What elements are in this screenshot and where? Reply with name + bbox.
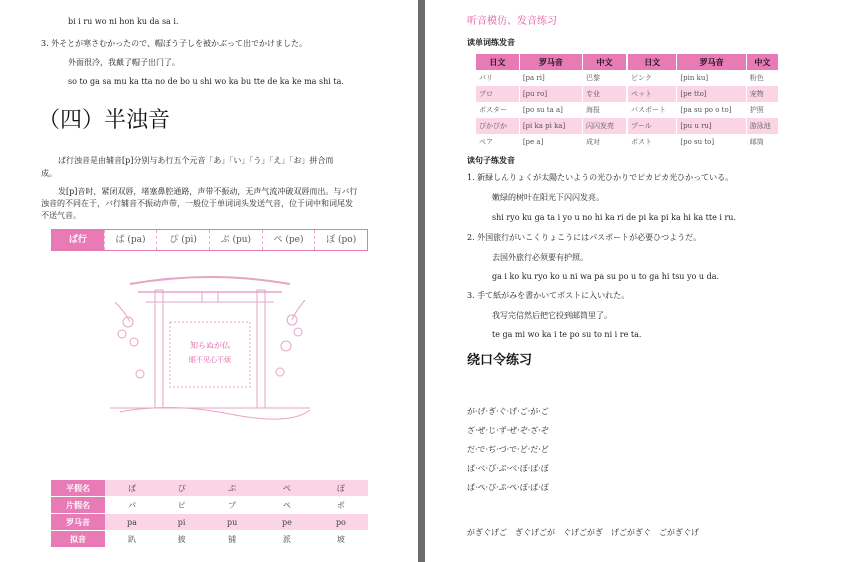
table-cell: 海报 xyxy=(583,102,627,118)
kana-table-row xyxy=(51,531,368,548)
vocab-header: 日文 xyxy=(476,54,519,70)
sentence-3-chinese: 外面很冷，我戴了帽子出门了。 xyxy=(68,58,180,67)
paragraph-1-line-2: 成。 xyxy=(41,169,57,178)
left-page xyxy=(0,0,418,562)
paragraph-2-line-1: 发[p]音时，紧闭双唇，堵塞鼻腔通路，声带不振动，无声气流冲破双唇而出。与バ行 xyxy=(58,187,358,196)
page-title: 听音模仿、发音练习 xyxy=(467,16,557,27)
vocab-label: 读单词练发音 xyxy=(467,38,515,47)
vocab-header: 中文 xyxy=(583,54,627,70)
vocab-row xyxy=(628,118,779,134)
table-cell: 铺 xyxy=(204,531,260,548)
vocab-row xyxy=(476,134,627,150)
pa-row-cell: ぴ (pi) xyxy=(156,230,209,250)
row-header: 罗马音 xyxy=(51,514,105,531)
tongue-twister-line: ぱ·ぺ·ぴ·ぷ·ぺ·ぽ·ぱ·ぽ xyxy=(467,483,549,492)
vocab-row xyxy=(476,86,627,102)
vocab-row xyxy=(628,102,779,118)
vocab-header: 罗马音 xyxy=(677,54,746,70)
table-cell: [pu u ru] xyxy=(677,118,746,134)
table-cell: [pe a] xyxy=(519,134,582,150)
table-cell: ぴかぴか xyxy=(476,118,519,134)
kana-table-row xyxy=(51,480,368,497)
table-cell: ポ xyxy=(314,497,368,514)
table-cell: pi xyxy=(159,514,204,531)
table-cell: [po su to] xyxy=(677,134,746,150)
table-cell: [pin ku] xyxy=(677,70,746,86)
sentence-2-romaji: ga i ko ku ryo ko u ni wa pa su po u to ga hi tsu yo u da. xyxy=(492,272,719,281)
kana-table xyxy=(51,480,368,548)
table-cell: 巴黎 xyxy=(583,70,627,86)
table-cell: ペット xyxy=(628,86,677,102)
table-cell: ぴ xyxy=(159,480,204,497)
table-cell: [pa ri] xyxy=(519,70,582,86)
table-cell: パスポート xyxy=(628,102,677,118)
sentence-1-japanese: 1. 新緑しんりょくが太陽たいようの光ひかりでピカピカ光ひかっている。 xyxy=(467,173,734,182)
vocab-row xyxy=(628,70,779,86)
table-cell: ピンク xyxy=(628,70,677,86)
table-cell: パ xyxy=(105,497,159,514)
pa-row-cell: ぺ (pe) xyxy=(262,230,315,250)
row-header: 片假名 xyxy=(51,497,105,514)
kana-table-row xyxy=(51,514,368,531)
table-cell: 宠物 xyxy=(746,86,778,102)
pa-row-header: ぱ行 xyxy=(52,230,104,250)
vocab-table-left xyxy=(476,54,627,150)
vocab-row xyxy=(628,86,779,102)
table-cell: 护照 xyxy=(746,102,778,118)
table-cell: pa xyxy=(105,514,159,531)
table-cell: ポスト xyxy=(628,134,677,150)
paragraph-1-line-1: ぱ行浊音是由辅音[p]分别与あ行五个元音「あ」「い」「う」「え」「お」拼合而 xyxy=(58,156,334,165)
table-cell: プロ xyxy=(476,86,519,102)
table-cell: pe xyxy=(260,514,314,531)
vocab-header: 日文 xyxy=(628,54,677,70)
table-cell: 坡 xyxy=(314,531,368,548)
sentence-2-chinese: 去国外旅行必须要有护照。 xyxy=(492,253,588,262)
vocab-row xyxy=(628,134,779,150)
right-page xyxy=(425,0,843,562)
paragraph-2-line-3: 不送气音。 xyxy=(41,211,81,220)
kana-table-row xyxy=(51,497,368,514)
table-cell: プ xyxy=(204,497,260,514)
illustration-caption-cn: 眼不见心不烦 xyxy=(189,356,231,364)
table-cell: pu xyxy=(204,514,260,531)
sentence-3-romaji: so to ga sa mu ka tta no de bo u shi wo ka bu tte de ka ke ma shi ta. xyxy=(68,77,344,86)
vocab-row xyxy=(476,118,627,134)
table-cell: 专业 xyxy=(583,86,627,102)
pa-row-table xyxy=(51,229,368,251)
table-cell: 闪闪发亮 xyxy=(583,118,627,134)
table-cell: ぺ xyxy=(260,480,314,497)
table-cell: 游泳池 xyxy=(746,118,778,134)
table-cell: ペ xyxy=(260,497,314,514)
table-cell: 邮筒 xyxy=(746,134,778,150)
illustration-caption-jp: 知らぬが仏 xyxy=(190,341,230,350)
sentence-3-japanese: 3. 外そとが寒さむかったので、帽ぼう子しを被かぶって出でかけました。 xyxy=(41,39,308,48)
tongue-twister-line: ざ·ぜ·じ·ず·ぜ·ぞ·ざ·ぞ xyxy=(467,426,549,435)
table-cell: ポスター xyxy=(476,102,519,118)
table-cell: [pi ka pi ka] xyxy=(519,118,582,134)
sentence-2-japanese: 2. 外国旅行がいこくりょこうにはパスポートが必要ひつようだ。 xyxy=(467,233,702,242)
sentence-3-chinese: 我写完信然后把它投到邮筒里了。 xyxy=(492,311,612,320)
tongue-twister-line: が·げ·ぎ·ぐ·げ·ご·が·ご xyxy=(467,407,549,416)
table-cell: プール xyxy=(628,118,677,134)
table-cell: [pa su po o to] xyxy=(677,102,746,118)
section-heading: （四）半浊音 xyxy=(38,108,171,133)
tongue-twister-line: だ·で·ぢ·づ·で·ど·だ·ど xyxy=(467,445,549,454)
tongue-twister-last-line: がぎぐげご ぎぐげごが ぐげごがぎ げごがぎぐ ごがぎぐげ xyxy=(467,528,699,537)
table-cell: ぱ xyxy=(105,480,159,497)
vocab-row xyxy=(476,70,627,86)
row-header: 平假名 xyxy=(51,480,105,497)
table-cell: [po su ta a] xyxy=(519,102,582,118)
pa-row-cell: ぽ (po) xyxy=(314,230,367,250)
sentence-3-japanese: 3. 手て紙がみを書かいてポストに入いれた。 xyxy=(467,291,630,300)
vocab-header: 中文 xyxy=(746,54,778,70)
table-cell: po xyxy=(314,514,368,531)
table-cell: ぽ xyxy=(314,480,368,497)
table-cell: ペア xyxy=(476,134,519,150)
sentence-1-chinese: 嫩绿的树叶在阳光下闪闪发亮。 xyxy=(492,193,604,202)
table-cell: [pu ro] xyxy=(519,86,582,102)
vocab-row xyxy=(476,102,627,118)
vocab-table-right xyxy=(628,54,779,150)
table-cell: 成对 xyxy=(583,134,627,150)
sentence-3-romaji: te ga mi wo ka i te po su to ni i re ta. xyxy=(492,330,642,339)
sentence-1-romaji: shi ryo ku ga ta i yo u no hi ka ri de pi ka pi ka hi ka tte i ru. xyxy=(492,213,736,222)
table-cell: ぷ xyxy=(204,480,260,497)
table-cell: ピ xyxy=(159,497,204,514)
torii-illustration xyxy=(110,262,310,422)
sentence-label: 读句子练发音 xyxy=(467,156,515,165)
table-cell: 披 xyxy=(159,531,204,548)
table-cell: バリ xyxy=(476,70,519,86)
table-cell: [pe tto] xyxy=(677,86,746,102)
tongue-twister-title: 绕口令练习 xyxy=(467,353,533,368)
table-cell: 粉色 xyxy=(746,70,778,86)
table-cell: 派 xyxy=(260,531,314,548)
row-header: 拟音 xyxy=(51,531,105,548)
vocab-header: 罗马音 xyxy=(519,54,582,70)
pa-row-cell: ぷ (pu) xyxy=(209,230,262,250)
paragraph-2-line-2: 浊音的不同在于，バ行辅音不振动声带，一般位于单词词头发送气音，位于词中和词尾发 xyxy=(41,199,353,208)
pa-row-cell: ぱ (pa) xyxy=(104,230,157,250)
romaji-line: bi i ru wo ni hon ku da sa i. xyxy=(68,17,179,26)
table-cell: 趴 xyxy=(105,531,159,548)
tongue-twister-line: ば·べ·び·ぶ·べ·ぼ·ば·ぼ xyxy=(467,464,549,473)
